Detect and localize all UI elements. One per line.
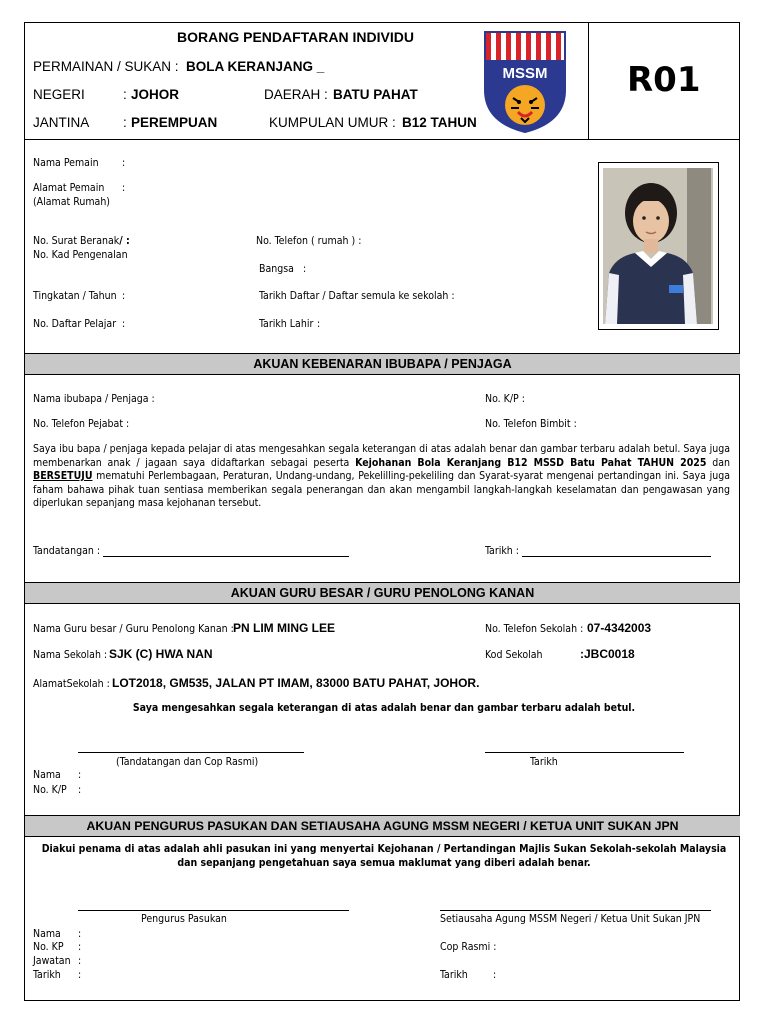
manager-caption: Pengurus Pasukan bbox=[141, 913, 227, 925]
reg-date-label: Tarikh Daftar / Daftar semula ke sekolah : bbox=[259, 290, 455, 302]
player-name-label: Nama Pemain bbox=[33, 157, 99, 169]
player-address-sublabel: (Alamat Rumah) bbox=[33, 196, 110, 208]
headmaster-date-caption: Tarikh bbox=[530, 756, 558, 768]
school-code-label: Kod Sekolah bbox=[485, 649, 543, 661]
ic-label: No. Kad Pengenalan bbox=[33, 249, 128, 261]
team-statement-line1: Diakui penama di atas adalah ahli pasukan ini yang menyertai Kejohanan / Pertandingan Majlis Sukan Sekolah-sekolah Malaysia bbox=[41, 843, 727, 855]
parent-declaration: Saya ibu bapa / penjaga kepada pelajar di atas mengesahkan segala keterangan di atas adalah benar dan gambar terbaru adalah betul. Saya juga membenarkan anak / jagaan saya didaftarkan sebagai peserta Kejohanan Bola Keranjang B12 MSSD Batu Pahat TAHUN 2025 dan BERSETUJU mematuhi Perlembagaan, Peraturan, Undang-undang, Pekelilling-pekeliling dan Syarat-syarat mengenai pertandingan ini. Saya juga faham bahawa pihak tuan sentiasa memberikan segala penerangan dan akan mengambil langkah-langkah keselamatan dan pengawasan yang diperlukan sepanjang masa kejohanan tersebut. bbox=[33, 443, 730, 509]
school-name-label: Nama Sekolah : bbox=[33, 649, 108, 661]
school-address-label: AlamatSekolah : bbox=[33, 678, 110, 690]
school-phone-label: No. Telefon Sekolah : bbox=[485, 623, 584, 635]
headmaster-name-value: PN LIM MING LEE bbox=[233, 621, 335, 635]
parent-heading: AKUAN KEBENARAN IBUBAPA / PENJAGA bbox=[25, 353, 740, 375]
parent-kp-label: No. K/P : bbox=[485, 393, 525, 405]
dob-label: Tarikh Lahir bbox=[259, 318, 314, 330]
game-label: PERMAINAN / SUKAN : bbox=[33, 59, 179, 74]
headmaster-date-line bbox=[485, 752, 684, 753]
mssm-logo bbox=[483, 30, 567, 134]
age-label: KUMPULAN UMUR : bbox=[269, 115, 396, 130]
gender-value: PEREMPUAN bbox=[131, 115, 218, 130]
gender-label: JANTINA bbox=[33, 115, 90, 130]
parent-name-label: Nama ibubapa / Penjaga : bbox=[33, 393, 155, 405]
logo-text: MSSM bbox=[502, 65, 548, 82]
school-code-value: :JBC0018 bbox=[580, 647, 635, 661]
headmaster-confirmation: Saya mengesahkan segala keterangan di atas adalah benar dan gambar terbaru adalah betul. bbox=[132, 702, 636, 714]
form-code: R01 bbox=[627, 60, 701, 100]
headmaster-name-label: Nama Guru besar / Guru Penolong Kanan : bbox=[33, 623, 234, 635]
team-tarikh-label: Tarikh bbox=[33, 969, 61, 981]
secretary-signature-line bbox=[440, 910, 711, 911]
cop-rasmi-label: Cop Rasmi : bbox=[440, 941, 497, 953]
school-name-value: SJK (C) HWA NAN bbox=[109, 647, 213, 661]
secretary-caption: Setiausaha Agung MSSM Negeri / Ketua Unit Sukan JPN bbox=[440, 913, 701, 925]
mobile-phone-label: No. Telefon Bimbit : bbox=[485, 418, 577, 430]
home-phone-label: No. Telefon ( rumah ) : bbox=[256, 235, 362, 247]
secretary-tarikh-label: Tarikh bbox=[440, 969, 468, 981]
headmaster-nama-label: Nama bbox=[33, 769, 61, 781]
school-address-value: LOT2018, GM535, JALAN PT IMAM, 83000 BATU PAHAT, JOHOR. bbox=[112, 676, 480, 690]
school-phone-value: 07-4342003 bbox=[587, 621, 652, 635]
form-title: BORANG PENDAFTARAN INDIVIDU bbox=[177, 29, 414, 45]
race-label: Bangsa bbox=[259, 263, 294, 275]
game-value: BOLA KERANJANG _ bbox=[186, 59, 325, 74]
age-value: B12 TAHUN bbox=[402, 115, 477, 130]
birth-cert-label: No. Surat Beranak/ : bbox=[33, 235, 130, 247]
office-phone-label: No. Telefon Pejabat : bbox=[33, 418, 130, 430]
state-value: JOHOR bbox=[131, 87, 180, 102]
student-no-label: No. Daftar Pelajar bbox=[33, 318, 117, 330]
team-jawatan-label: Jawatan bbox=[33, 955, 71, 967]
team-statement-line2: dan sepanjang pengetahuan saya semua maklumat yang diberi adalah benar. bbox=[177, 857, 591, 869]
parent-date-label: Tarikh : bbox=[485, 545, 519, 557]
state-label: NEGERI bbox=[33, 87, 85, 102]
headmaster-signature-caption: (Tandatangan dan Cop Rasmi) bbox=[116, 756, 259, 768]
player-photo bbox=[598, 162, 719, 330]
headmaster-kp-label: No. K/P bbox=[33, 784, 67, 796]
headmaster-signature-line bbox=[78, 752, 304, 753]
player-address-label: Alamat Pemain bbox=[33, 182, 105, 194]
district-value: BATU PAHAT bbox=[333, 87, 418, 102]
parent-date-line bbox=[522, 556, 711, 557]
headmaster-heading: AKUAN GURU BESAR / GURU PENOLONG KANAN bbox=[25, 582, 740, 604]
parent-signature-line bbox=[103, 556, 349, 557]
team-nama-label: Nama bbox=[33, 928, 61, 940]
team-kp-label: No. KP bbox=[33, 941, 64, 953]
manager-signature-line bbox=[78, 910, 349, 911]
team-heading: AKUAN PENGURUS PASUKAN DAN SETIAUSAHA AGUNG MSSM NEGERI / KETUA UNIT SUKAN JPN bbox=[25, 815, 740, 837]
district-label: DAERAH : bbox=[264, 87, 328, 102]
form-year-label: Tingkatan / Tahun bbox=[33, 290, 117, 302]
parent-signature-label: Tandatangan : bbox=[33, 545, 101, 557]
